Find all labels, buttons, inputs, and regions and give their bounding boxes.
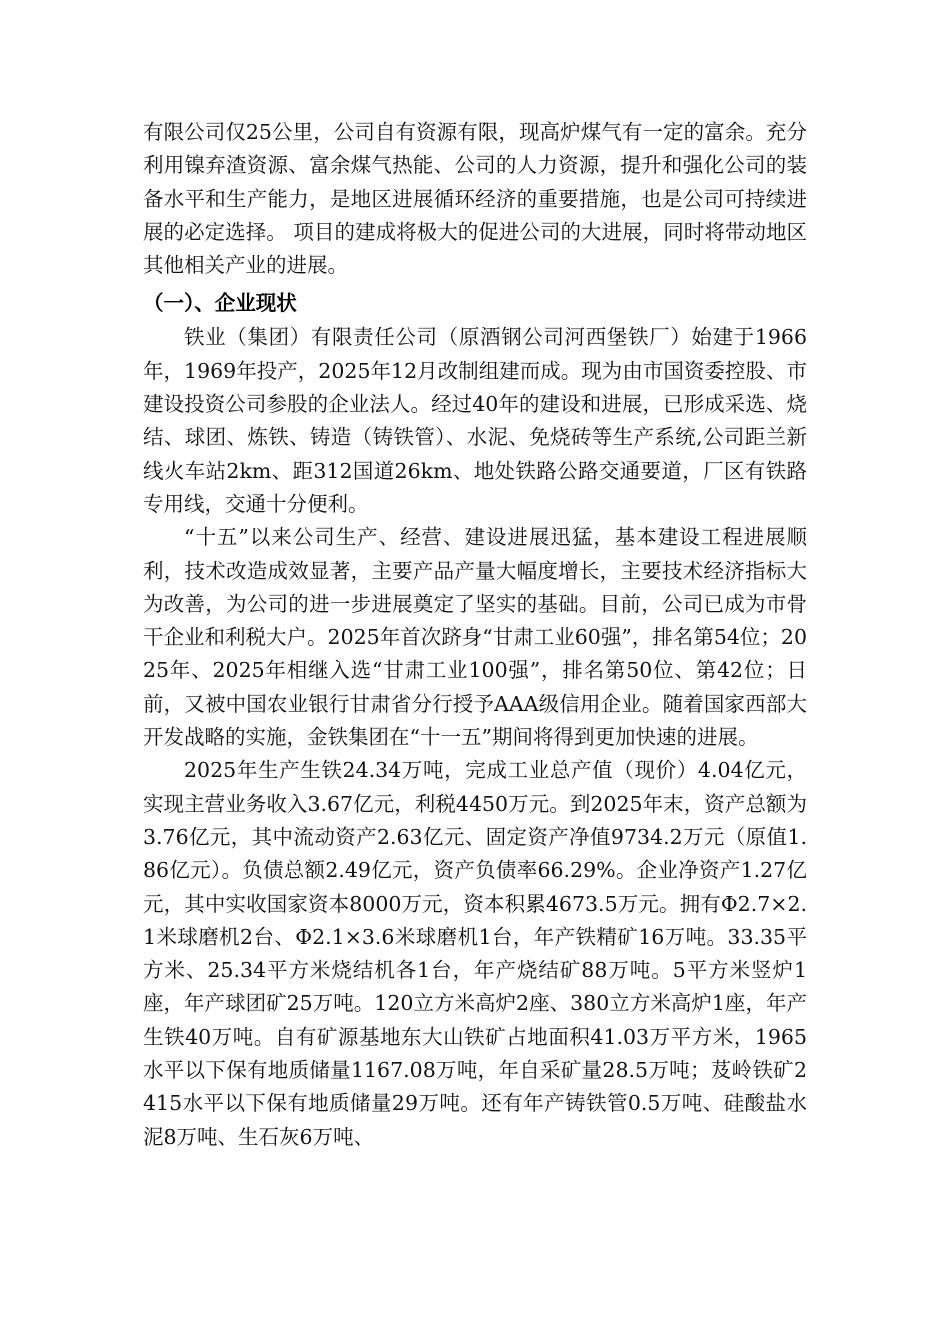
section-heading: （一）、企业现状 xyxy=(143,291,297,316)
development-paragraph: “十五”以来公司生产、经营、建设进展迅猛，基本建设工程进展顺利，技术改造成效显著，主要产品产量大幅度增长，主要技术经济指标大为改善，为公司的进一步进展奠定了坚实的基础。目前，公司已成为市骨干企业和利税大户。2025年首次跻身“甘肃工业60强”，排名第54位；2025年、2025年相继入选“甘肃工业100强”，排名第50位、第42位；日前，又被中国农业银行甘肃省分行授予AAA级信用企业。随着国家西部大开发战略的实施，金铁集团在“十一五”期间将得到更加快速的进展。 xyxy=(143,525,807,750)
intro-paragraph: 有限公司仅25公里，公司自有资源有限，现高炉煤气有一定的富余。充分利用镍弃渣资源、富余煤气热能、公司的人力资源，提升和强化公司的装备水平和生产能力，是地区进展循环经济的重要措施，也是公司可持续进展的必定选择。 项目的建成将极大的促进公司的大进展，同时将带动地区其他相关产业的进展。 xyxy=(143,120,807,278)
production-figures-paragraph: 2025年生产生铁24.34万吨，完成工业总产值（现价）4.04亿元，实现主营业务收入3.67亿元，利税4450万元。到2025年末，资产总额为3.76亿元，其中流动资产2.63亿元、固定资产净值9734.2万元（原值1.86亿元）。负债总额2.49亿元，资产负债率66.29%。企业净资产1.27亿元，其中实收国家资本8000万元，资本积累4673.5万元。拥有Φ2.7×2.1米球磨机2台、Φ2.1×3.6米球磨机1台，年产铁精矿16万吨。33.35平方米、25.34平方米烧结机各1台，年产烧结矿88万吨。5平方米竖炉1座，年产球团矿25万吨。120立方米高炉2座、380立方米高炉1座，年产生铁40万吨。自有矿源基地东大山铁矿占地面积41.03万平方米，1965水平以下保有地质储量1167.08万吨，年自采矿量28.5万吨；芨岭铁矿2415水平以下保有地质储量29万吨。还有年产铸铁管0.5万吨、硅酸盐水泥8万吨、生石灰6万吨、 xyxy=(143,758,807,1149)
company-history-paragraph: 铁业（集团）有限责任公司（原酒钢公司河西堡铁厂）始建于1966年，1969年投产，2025年12月改制组建而成。现为由市国资委控股、市建设投资公司参股的企业法人。经过40年的建设和进展，已形成采选、烧结、球团、炼铁、铸造（铸铁管）、水泥、免烧砖等生产系统,公司距兰新线火车站2km、距312国道26km、地处铁路公路交通要道，厂区有铁路专用线，交通十分便利。 xyxy=(143,325,807,516)
document-body xyxy=(143,116,807,1154)
